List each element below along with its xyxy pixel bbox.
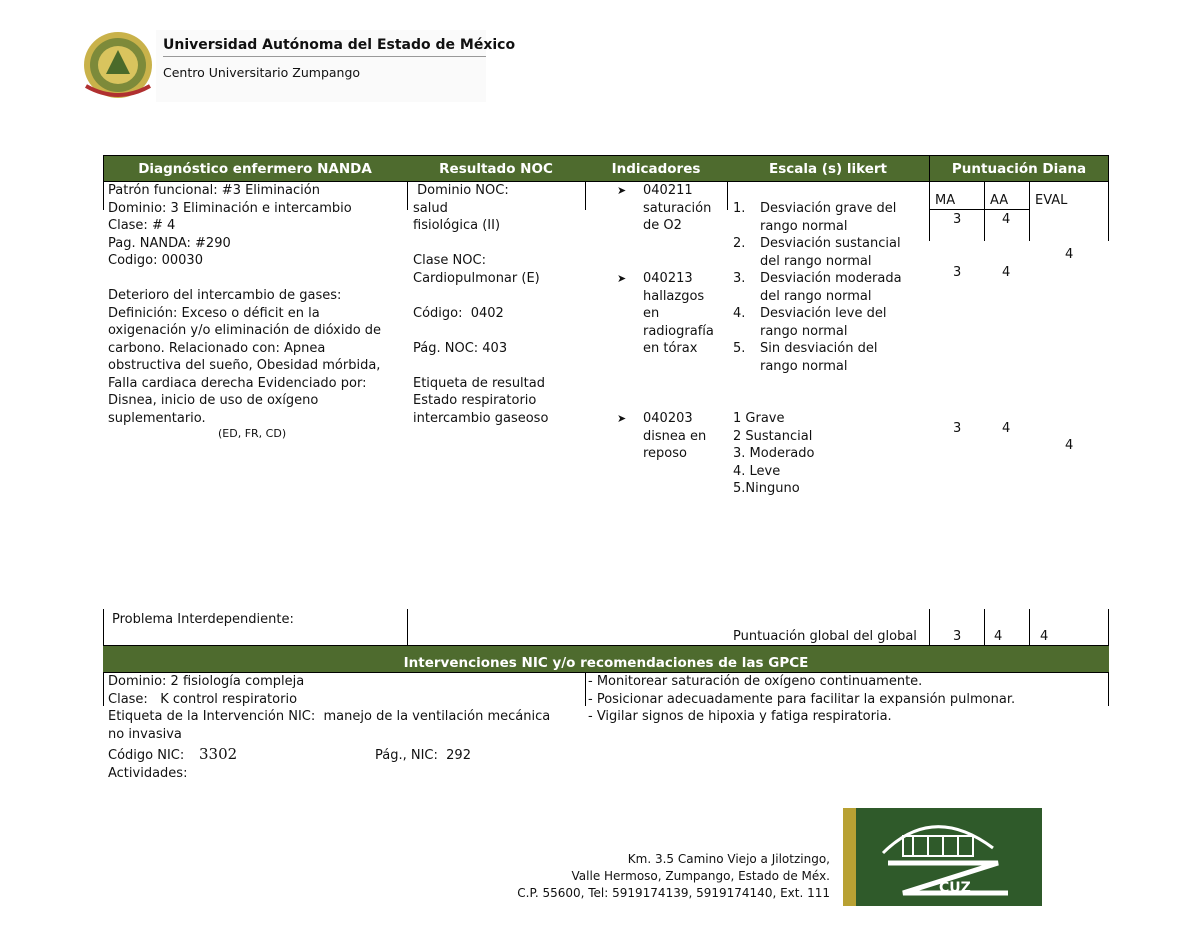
global-ma: 3 [953, 629, 962, 644]
global-aa: 4 [994, 629, 1003, 644]
col-ma: MA [935, 193, 956, 208]
nanda-text: Patrón funcional: #3 Eliminación Dominio: 3 Eliminación e intercambio Clase: # 4 Pag. NANDA: #290 Codigo: 00030 Deterioro del intercambio de gases: Definición: Exceso o déficit en la oxigenación y/o eliminación de dióxido de carbono. Relacionado con: Apnea obstructiva del sueño, Obesidad mórbida, Falla cardiaca derecha Evidenciado por: Disnea, inicio de uso de oxígeno suplementario. [108, 183, 382, 426]
cuz-logo-text: CUZ [939, 880, 971, 896]
bullet-arrow-icon: ➤ [617, 184, 627, 197]
nic-header-text: Intervenciones NIC y/o recomendaciones de las GPCE [403, 655, 809, 671]
noc-text: Dominio NOC: salud fisiológica (II) Clase NOC: Cardiopulmonar (E) Código: 0402 Pág. NOC: 403 Etiqueta de resultad Estado respiratorio intercambio gaseoso [413, 183, 549, 426]
aa-1: 4 [1002, 212, 1011, 227]
nic-codigo-value: 3302 [199, 745, 238, 763]
bullet-arrow-icon: ➤ [617, 272, 627, 285]
bullet-arrow-icon: ➤ [617, 412, 627, 425]
ma-2: 3 [953, 265, 962, 280]
col-eval: EVAL [1035, 193, 1068, 208]
nic-actividades: Actividades: [108, 766, 188, 781]
header-nanda: Diagnóstico enfermero NANDA [138, 161, 372, 177]
global-label: Puntuación global del global [733, 629, 917, 644]
global-eval: 4 [1040, 629, 1049, 644]
indicador-3: 040203 disnea en reposo [643, 411, 707, 461]
col-aa: AA [990, 193, 1009, 208]
ma-1: 3 [953, 212, 962, 227]
problema-label: Problema Interdependiente: [112, 612, 294, 627]
university-seal [80, 28, 156, 102]
header-indicadores: Indicadores [611, 161, 701, 177]
nic-recomendaciones: - Monitorear saturación de oxígeno continuamente. - Posicionar adecuadamente para facilitar la expansión pulmonar. - Vigilar signos de hipoxia y fatiga respiratoria. [588, 674, 1016, 724]
nic-codigo-label: Código NIC: [108, 748, 185, 763]
header-puntuacion: Puntuación Diana [951, 161, 1087, 177]
header-noc: Resultado NOC [439, 161, 553, 177]
eval-1: 4 [1065, 247, 1074, 262]
footer-address: Km. 3.5 Camino Viejo a Jilotzingo, Valle Hermoso, Zumpango, Estado de Méx. C.P. 55600, Tel: 5919174139, 5919174140, Ext. 111 [517, 852, 830, 900]
indicador-2: 040213 hallazgos en radiografía en tórax [643, 271, 714, 356]
nic-pag: Pág., NIC: 292 [375, 748, 471, 763]
eval-2: 4 [1065, 438, 1074, 453]
escala-numbered: 1. Desviación grave del rango normal 2. Desviación sustancial del rango normal 3. Desviación moderada del rango normal 4. Desviación leve del rango normal 5. Sin desviación del rango normal [733, 201, 902, 374]
aa-2: 4 [1002, 265, 1011, 280]
escala-short: 1 Grave 2 Sustancial 3. Moderado 4. Leve 5.Ninguno [733, 411, 815, 496]
aa-3: 4 [1002, 421, 1011, 436]
nic-details: Dominio: 2 fisiología compleja Clase: K control respiratorio Etiqueta de la Intervención NIC: manejo de la ventilación mecánica no invasiva [108, 674, 551, 742]
nanda-tag: (ED, FR, CD) [218, 427, 287, 440]
indicador-1: 040211 saturación de O2 [643, 183, 712, 233]
campus-name: Centro Universitario Zumpango [163, 65, 361, 80]
ma-3: 3 [953, 421, 962, 436]
header-escala: Escala (s) likert [768, 161, 888, 177]
university-name: Universidad Autónoma del Estado de México [163, 37, 516, 53]
cuz-logo [843, 808, 1042, 906]
